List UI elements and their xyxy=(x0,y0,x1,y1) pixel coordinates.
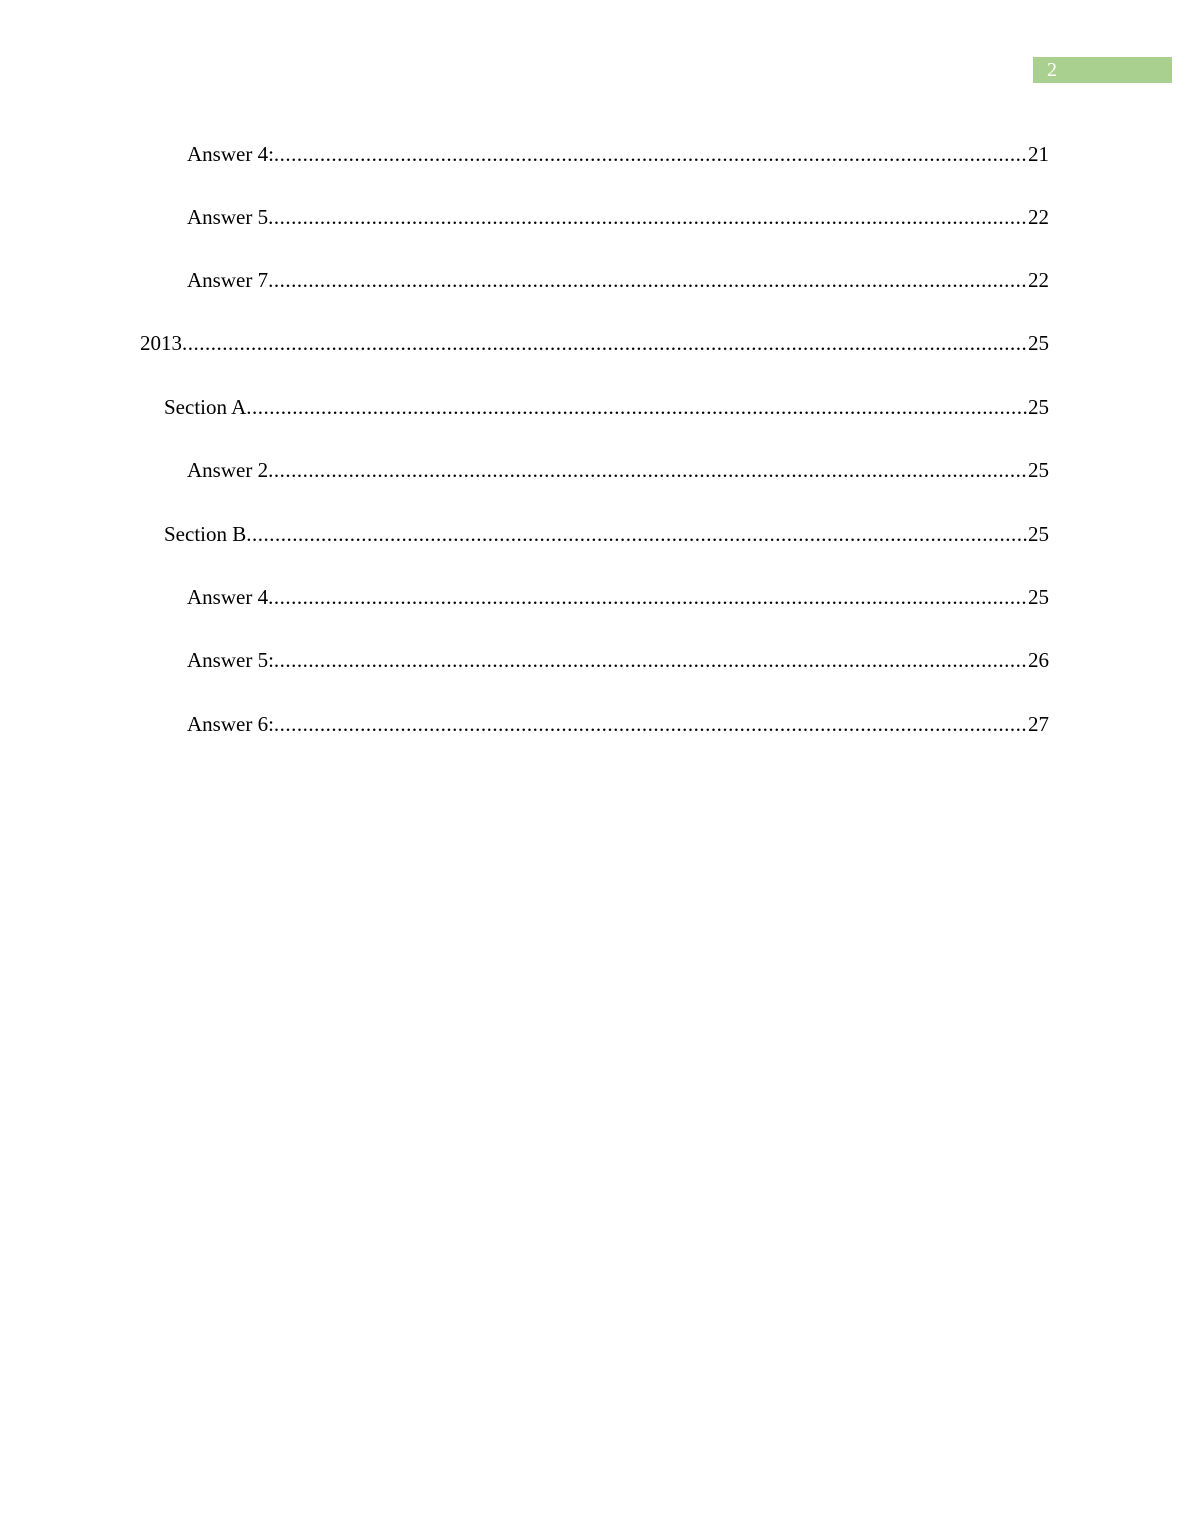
page-number-badge xyxy=(1033,57,1172,83)
toc-entry-2013[interactable] xyxy=(140,328,1049,358)
toc-entry-answer-5-2012[interactable] xyxy=(187,202,1049,232)
toc-entry-label: Answer 4 xyxy=(187,585,269,609)
toc-dot-leader xyxy=(274,709,1028,739)
toc-entry-page: 25 xyxy=(1028,331,1049,355)
toc-dot-leader xyxy=(182,328,1028,358)
toc-entry-answer-4-2012[interactable] xyxy=(187,139,1049,169)
toc-dot-leader xyxy=(268,202,1028,232)
toc-dot-leader xyxy=(274,645,1028,675)
toc-entry-answer-5-2013[interactable] xyxy=(187,645,1049,675)
toc-entry-label: Answer 5 xyxy=(187,205,269,229)
toc-dot-leader xyxy=(268,265,1028,295)
toc-entry-label: 2013 xyxy=(140,331,182,355)
toc-entry-label: Answer 7 xyxy=(187,268,269,292)
toc-entry-label: Section B xyxy=(164,522,247,546)
toc-dot-leader xyxy=(246,392,1028,422)
toc-entry-section-b[interactable] xyxy=(164,519,1049,549)
toc-entry-page: 25 xyxy=(1028,395,1049,419)
toc-entry-label: Answer 2 xyxy=(187,458,269,482)
toc-entry-label: Section A xyxy=(164,395,247,419)
toc-entry-page: 22 xyxy=(1028,205,1049,229)
toc-dot-leader xyxy=(268,582,1028,612)
toc-entry-label: Answer 6: xyxy=(187,712,274,736)
toc-dot-leader xyxy=(274,139,1028,169)
toc-entry-label: Answer 4: xyxy=(187,142,274,166)
toc-dot-leader xyxy=(268,455,1028,485)
toc-entry-answer-6[interactable] xyxy=(187,709,1049,739)
toc-entry-page: 25 xyxy=(1028,458,1049,482)
toc-entry-page: 25 xyxy=(1028,585,1049,609)
toc-entry-page: 25 xyxy=(1028,522,1049,546)
toc-entry-section-a[interactable] xyxy=(164,392,1049,422)
page-number: 2 xyxy=(1047,59,1057,81)
toc-entry-label: Answer 5: xyxy=(187,648,274,672)
toc-entry-answer-2[interactable] xyxy=(187,455,1049,485)
toc-entry-answer-7-2012[interactable] xyxy=(187,265,1049,295)
toc-dot-leader xyxy=(246,519,1028,549)
toc-entry-page: 26 xyxy=(1028,648,1049,672)
toc-entry-page: 27 xyxy=(1028,712,1049,736)
toc-entry-answer-4-2013[interactable] xyxy=(187,582,1049,612)
toc-entry-page: 21 xyxy=(1028,142,1049,166)
toc-entry-page: 22 xyxy=(1028,268,1049,292)
